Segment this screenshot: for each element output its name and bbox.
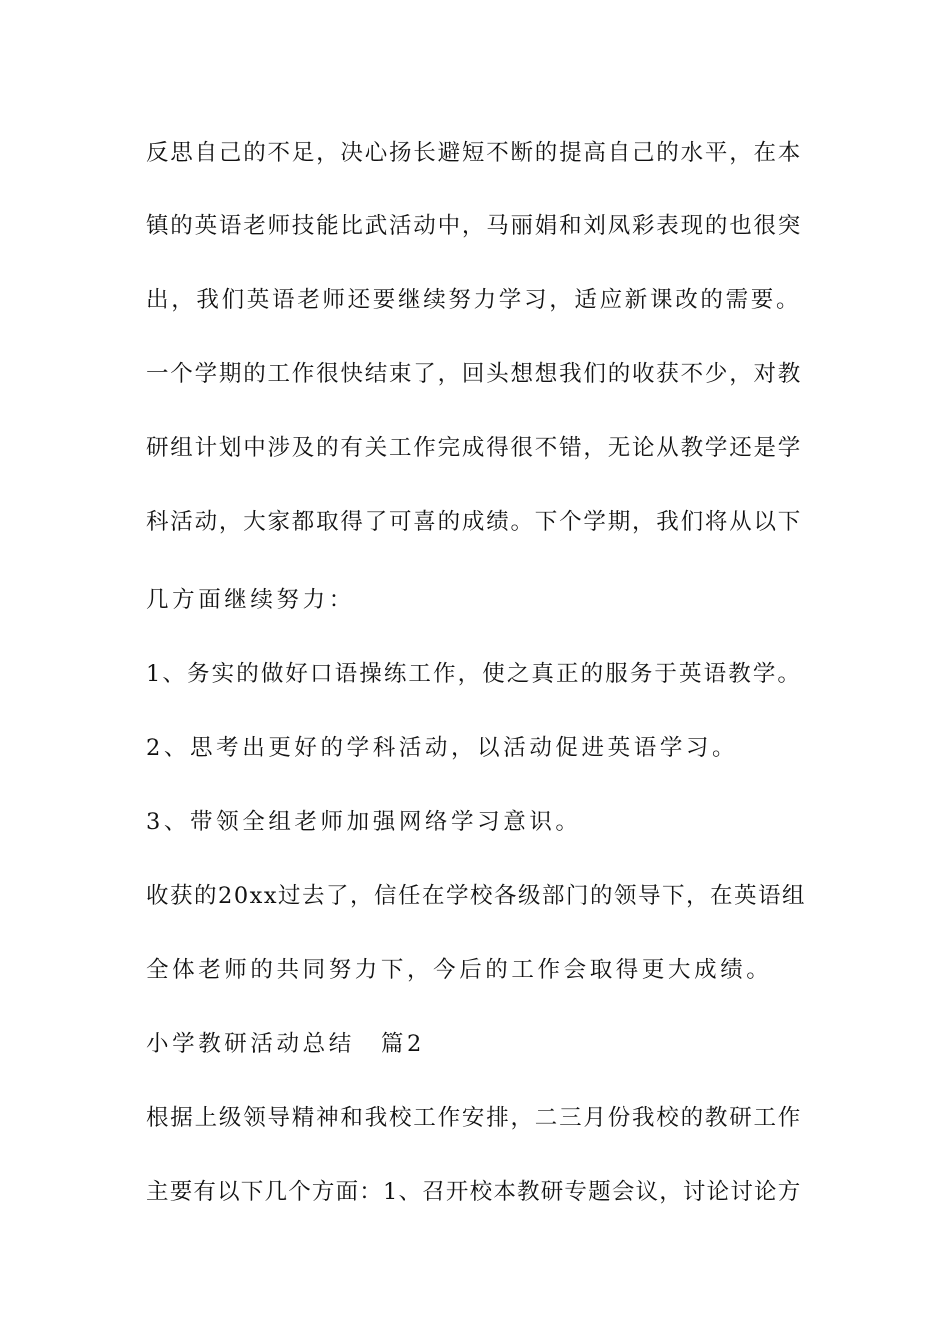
text-line: 反思自己的不足，决心扬长避短不断的提高自己的水平，在本 — [146, 140, 803, 166]
section-heading: 小学教研活动总结 篇2 — [146, 1031, 425, 1057]
text-line: 研组计划中涉及的有关工作完成得很不错，无论从教学还是学 — [146, 435, 803, 461]
text-line: 一个学期的工作很快结束了，回头想想我们的收获不少，对教 — [146, 361, 803, 387]
list-item: 3、带领全组老师加强网络学习意识。 — [146, 809, 582, 835]
list-item: 1、务实的做好口语操练工作，使之真正的服务于英语教学。 — [146, 661, 803, 687]
text-line: 全体老师的共同努力下，今后的工作会取得更大成绩。 — [146, 957, 773, 983]
text-line: 科活动，大家都取得了可喜的成绩。下个学期，我们将从以下 — [146, 509, 803, 535]
text-line: 镇的英语老师技能比武活动中，马丽娟和刘凤彩表现的也很突 — [146, 213, 803, 239]
text-line: 主要有以下几个方面：1、召开校本教研专题会议，讨论讨论方 — [146, 1179, 802, 1205]
text-line: 收获的20xx过去了，信任在学校各级部门的领导下，在英语组 — [146, 883, 806, 909]
text-line: 出，我们英语老师还要继续努力学习，适应新课改的需要。 — [146, 287, 802, 313]
text-line: 根据上级领导精神和我校工作安排，二三月份我校的教研工作 — [146, 1105, 803, 1131]
list-item: 2、思考出更好的学科活动，以活动促进英语学习。 — [146, 735, 739, 761]
text-line: 几方面继续努力： — [146, 587, 355, 613]
